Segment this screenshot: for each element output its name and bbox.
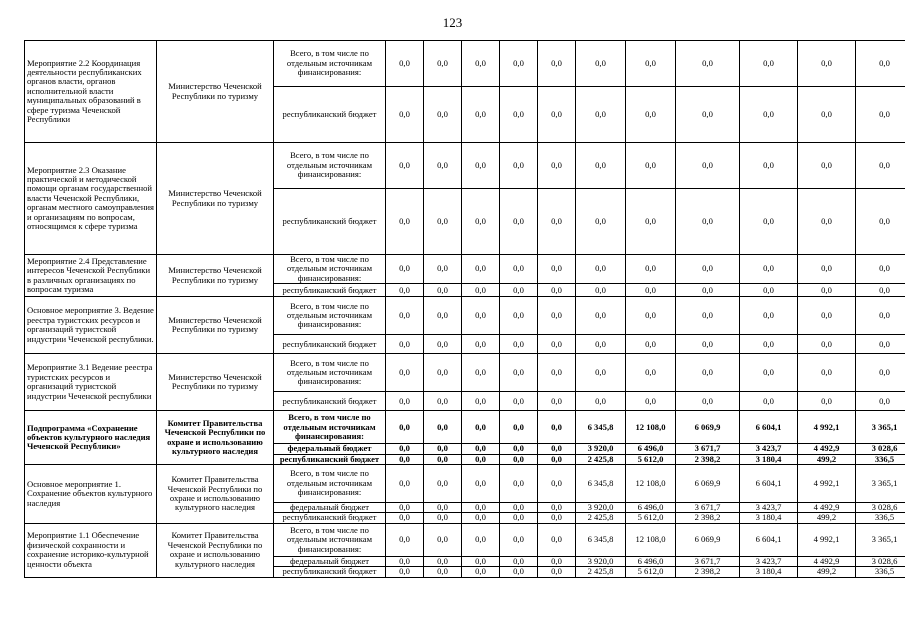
- value-cell: 6 345,8: [576, 411, 626, 444]
- funding-source-cell: Всего, в том числе по отдельным источникам финансирования:: [274, 354, 386, 392]
- value-cell: 336,5: [856, 567, 905, 577]
- funding-source-cell: республиканский бюджет: [274, 335, 386, 354]
- executor-cell: Министерство Чеченской Республики по туризму: [157, 354, 274, 411]
- value-cell: 0,0: [424, 143, 462, 189]
- value-cell: 0,0: [576, 284, 626, 297]
- value-cell: 0,0: [740, 284, 798, 297]
- value-cell: 0,0: [538, 189, 576, 255]
- value-cell: 0,0: [856, 297, 905, 335]
- value-cell: 0,0: [424, 297, 462, 335]
- value-cell: 3 423,7: [740, 444, 798, 454]
- value-cell: 0,0: [676, 41, 740, 87]
- value-cell: 0,0: [424, 189, 462, 255]
- value-cell: 0,0: [626, 284, 676, 297]
- value-cell: 3 365,1: [856, 465, 905, 503]
- value-cell: 0,0: [676, 354, 740, 392]
- value-cell: 4 492,9: [798, 556, 856, 566]
- value-cell: 0,0: [538, 143, 576, 189]
- value-cell: 0,0: [538, 444, 576, 454]
- value-cell: 2 425,8: [576, 513, 626, 523]
- value-cell: 0,0: [676, 284, 740, 297]
- value-cell: 0,0: [386, 556, 424, 566]
- value-cell: 0,0: [424, 354, 462, 392]
- value-cell: 0,0: [424, 454, 462, 464]
- funding-source-cell: Всего, в том числе по отдельным источникам финансирования:: [274, 255, 386, 284]
- value-cell: 3 671,7: [676, 503, 740, 513]
- value-cell: 0,0: [424, 523, 462, 556]
- value-cell: 0,0: [576, 255, 626, 284]
- funding-source-cell: Всего, в том числе по отдельным источникам финансирования:: [274, 523, 386, 556]
- value-cell: 6 069,9: [676, 411, 740, 444]
- value-cell: 0,0: [626, 335, 676, 354]
- value-cell: 6 604,1: [740, 465, 798, 503]
- funding-source-cell: Всего, в том числе по отдельным источникам финансирования:: [274, 297, 386, 335]
- funding-source-cell: республиканский бюджет: [274, 87, 386, 143]
- value-cell: 0,0: [500, 255, 538, 284]
- value-cell: 0,0: [740, 255, 798, 284]
- value-cell: 0,0: [798, 189, 856, 255]
- value-cell: 0,0: [386, 354, 424, 392]
- value-cell: 0,0: [798, 87, 856, 143]
- value-cell: 0,0: [676, 297, 740, 335]
- value-cell: 0,0: [576, 143, 626, 189]
- value-cell: 0,0: [386, 444, 424, 454]
- value-cell: 0,0: [500, 41, 538, 87]
- value-cell: 0,0: [538, 392, 576, 411]
- value-cell: 0,0: [676, 335, 740, 354]
- value-cell: 2 398,2: [676, 513, 740, 523]
- funding-source-cell: федеральный бюджет: [274, 503, 386, 513]
- value-cell: 0,0: [462, 503, 500, 513]
- value-cell: 0,0: [740, 87, 798, 143]
- value-cell: 0,0: [462, 465, 500, 503]
- funding-source-cell: Всего, в том числе по отдельным источникам финансирования:: [274, 411, 386, 444]
- value-cell: 5 612,0: [626, 513, 676, 523]
- value-cell: 0,0: [424, 255, 462, 284]
- value-cell: 12 108,0: [626, 523, 676, 556]
- value-cell: 0,0: [386, 87, 424, 143]
- funding-source-cell: республиканский бюджет: [274, 284, 386, 297]
- value-cell: 0,0: [500, 297, 538, 335]
- value-cell: 0,0: [856, 392, 905, 411]
- value-cell: 0,0: [740, 143, 798, 189]
- value-cell: 0,0: [538, 255, 576, 284]
- value-cell: 0,0: [798, 354, 856, 392]
- value-cell: 0,0: [626, 189, 676, 255]
- value-cell: 0,0: [386, 255, 424, 284]
- value-cell: 499,2: [798, 567, 856, 577]
- value-cell: 0,0: [538, 354, 576, 392]
- table-row: [25, 255, 905, 284]
- value-cell: 0,0: [576, 87, 626, 143]
- value-cell: 0,0: [626, 297, 676, 335]
- value-cell: 0,0: [676, 87, 740, 143]
- value-cell: 336,5: [856, 454, 905, 464]
- value-cell: 2 398,2: [676, 454, 740, 464]
- value-cell: 0,0: [676, 189, 740, 255]
- funding-source-cell: республиканский бюджет: [274, 454, 386, 464]
- value-cell: 0,0: [462, 567, 500, 577]
- value-cell: 0,0: [386, 454, 424, 464]
- value-cell: 0,0: [576, 354, 626, 392]
- value-cell: 3 180,4: [740, 454, 798, 464]
- value-cell: 0,0: [538, 454, 576, 464]
- value-cell: 0,0: [538, 411, 576, 444]
- value-cell: 0,0: [538, 567, 576, 577]
- value-cell: 0,0: [798, 297, 856, 335]
- value-cell: 0,0: [538, 297, 576, 335]
- value-cell: 0,0: [500, 392, 538, 411]
- value-cell: 0,0: [462, 335, 500, 354]
- value-cell: 0,0: [462, 523, 500, 556]
- value-cell: 0,0: [798, 392, 856, 411]
- funding-source-cell: Всего, в том числе по отдельным источникам финансирования:: [274, 41, 386, 87]
- value-cell: 0,0: [500, 556, 538, 566]
- table-row: [25, 411, 905, 444]
- value-cell: 0,0: [462, 143, 500, 189]
- value-cell: 0,0: [386, 411, 424, 444]
- value-cell: 3 920,0: [576, 444, 626, 454]
- value-cell: 0,0: [576, 335, 626, 354]
- table-row: [25, 297, 905, 335]
- value-cell: 0,0: [538, 513, 576, 523]
- value-cell: 5 612,0: [626, 567, 676, 577]
- value-cell: 499,2: [798, 454, 856, 464]
- event-name-cell: Мероприятие 1.1 Обеспечение физической сохранности и сохранение историко-культурной ценности объекта: [25, 523, 157, 577]
- financing-table: [24, 40, 905, 578]
- value-cell: 0,0: [856, 335, 905, 354]
- value-cell: 0,0: [386, 523, 424, 556]
- value-cell: 0,0: [386, 297, 424, 335]
- value-cell: 0,0: [424, 567, 462, 577]
- event-name-cell: Мероприятие 2.4 Представление интересов Чеченской Республики в различных организациях по вопросам туризма: [25, 255, 157, 297]
- value-cell: 0,0: [576, 297, 626, 335]
- value-cell: 0,0: [500, 454, 538, 464]
- value-cell: 0,0: [576, 189, 626, 255]
- value-cell: 0,0: [500, 189, 538, 255]
- value-cell: 0,0: [424, 392, 462, 411]
- funding-source-cell: федеральный бюджет: [274, 444, 386, 454]
- value-cell: 6 604,1: [740, 523, 798, 556]
- value-cell: 0,0: [500, 284, 538, 297]
- value-cell: 0,0: [626, 143, 676, 189]
- value-cell: 3 180,4: [740, 513, 798, 523]
- value-cell: 0,0: [386, 284, 424, 297]
- value-cell: 0,0: [462, 297, 500, 335]
- value-cell: 0,0: [676, 255, 740, 284]
- table-row: [25, 523, 905, 556]
- value-cell: 3 028,6: [856, 503, 905, 513]
- value-cell: 0,0: [856, 354, 905, 392]
- value-cell: 0,0: [386, 143, 424, 189]
- table-row: [25, 143, 905, 189]
- value-cell: 3 365,1: [856, 411, 905, 444]
- value-cell: 2 425,8: [576, 567, 626, 577]
- funding-source-cell: федеральный бюджет: [274, 556, 386, 566]
- value-cell: 0,0: [386, 189, 424, 255]
- value-cell: 0,0: [462, 41, 500, 87]
- value-cell: 0,0: [500, 503, 538, 513]
- value-cell: 3 671,7: [676, 556, 740, 566]
- value-cell: 3 365,1: [856, 523, 905, 556]
- value-cell: 6 496,0: [626, 503, 676, 513]
- value-cell: 0,0: [538, 335, 576, 354]
- value-cell: 2 425,8: [576, 454, 626, 464]
- value-cell: 0,0: [462, 87, 500, 143]
- value-cell: 0,0: [424, 503, 462, 513]
- value-cell: 0,0: [424, 444, 462, 454]
- value-cell: 0,0: [856, 255, 905, 284]
- event-name-cell: Подпрограмма «Сохранение объектов культурного наследия Чеченской Республики»: [25, 411, 157, 465]
- value-cell: 0,0: [740, 335, 798, 354]
- value-cell: 4 992,1: [798, 465, 856, 503]
- table-row: [25, 41, 905, 87]
- funding-source-cell: республиканский бюджет: [274, 513, 386, 523]
- value-cell: 0,0: [386, 41, 424, 87]
- value-cell: 0,0: [500, 411, 538, 444]
- value-cell: 0,0: [856, 284, 905, 297]
- executor-cell: Министерство Чеченской Республики по туризму: [157, 143, 274, 255]
- value-cell: 2 398,2: [676, 567, 740, 577]
- value-cell: 3 423,7: [740, 503, 798, 513]
- value-cell: 0,0: [538, 465, 576, 503]
- value-cell: 0,0: [500, 354, 538, 392]
- funding-source-cell: Всего, в том числе по отдельным источникам финансирования:: [274, 465, 386, 503]
- value-cell: 0,0: [538, 41, 576, 87]
- value-cell: 12 108,0: [626, 411, 676, 444]
- value-cell: 6 604,1: [740, 411, 798, 444]
- value-cell: 0,0: [676, 392, 740, 411]
- value-cell: 0,0: [856, 87, 905, 143]
- table-row: [25, 354, 905, 392]
- page-number: 123: [442, 15, 463, 30]
- value-cell: 6 496,0: [626, 444, 676, 454]
- value-cell: 4 492,9: [798, 444, 856, 454]
- value-cell: 3 028,6: [856, 556, 905, 566]
- value-cell: 0,0: [462, 284, 500, 297]
- value-cell: 6 069,9: [676, 465, 740, 503]
- value-cell: 0,0: [500, 335, 538, 354]
- value-cell: 0,0: [538, 87, 576, 143]
- value-cell: 12 108,0: [626, 465, 676, 503]
- executor-cell: Комитет Правительства Чеченской Республики по охране и использованию культурного наследия: [157, 465, 274, 524]
- value-cell: 0,0: [538, 284, 576, 297]
- executor-cell: Министерство Чеченской Республики по туризму: [157, 255, 274, 297]
- table-body: [25, 41, 905, 578]
- value-cell: 4 492,9: [798, 503, 856, 513]
- value-cell: 0,0: [424, 513, 462, 523]
- value-cell: 0,0: [424, 87, 462, 143]
- value-cell: 0,0: [740, 189, 798, 255]
- value-cell: 0,0: [500, 523, 538, 556]
- value-cell: 0,0: [462, 354, 500, 392]
- value-cell: 0,0: [626, 255, 676, 284]
- value-cell: 0,0: [740, 297, 798, 335]
- value-cell: 0,0: [386, 567, 424, 577]
- value-cell: 0,0: [676, 143, 740, 189]
- value-cell: 0,0: [740, 354, 798, 392]
- event-name-cell: Мероприятие 3.1 Ведение реестра туристских ресурсов и организаций туристской индустрии Чеченской республики: [25, 354, 157, 411]
- value-cell: 4 992,1: [798, 523, 856, 556]
- value-cell: 0,0: [538, 503, 576, 513]
- value-cell: 0,0: [386, 335, 424, 354]
- value-cell: 0,0: [500, 143, 538, 189]
- value-cell: 0,0: [462, 255, 500, 284]
- value-cell: 0,0: [424, 556, 462, 566]
- event-name-cell: Мероприятие 2.2 Координация деятельности республиканских органов власти, органов исполнительной власти муниципальных образований в сфере туризма Чеченской Республики: [25, 41, 157, 143]
- value-cell: 0,0: [500, 567, 538, 577]
- value-cell: 0,0: [798, 143, 856, 189]
- value-cell: 0,0: [798, 41, 856, 87]
- event-name-cell: Мероприятие 2.3 Оказание практической и методической помощи органам государственной власти Чеченской Республики, органам местного самоуправления и организациям по вопросам, относящимся к сфере туризма: [25, 143, 157, 255]
- executor-cell: Министерство Чеченской Республики по туризму: [157, 297, 274, 354]
- value-cell: 0,0: [500, 87, 538, 143]
- value-cell: 0,0: [462, 189, 500, 255]
- value-cell: 0,0: [740, 41, 798, 87]
- table-row: [25, 465, 905, 503]
- value-cell: 336,5: [856, 513, 905, 523]
- executor-cell: Комитет Правительства Чеченской Республики по охране и использованию культурного наследия: [157, 411, 274, 465]
- funding-source-cell: Всего, в том числе по отдельным источникам финансирования:: [274, 143, 386, 189]
- value-cell: 0,0: [424, 335, 462, 354]
- value-cell: 5 612,0: [626, 454, 676, 464]
- value-cell: 0,0: [798, 255, 856, 284]
- value-cell: 0,0: [462, 454, 500, 464]
- value-cell: 0,0: [626, 41, 676, 87]
- value-cell: 0,0: [500, 444, 538, 454]
- value-cell: 0,0: [798, 335, 856, 354]
- value-cell: 3 920,0: [576, 503, 626, 513]
- value-cell: 3 180,4: [740, 567, 798, 577]
- event-name-cell: Основное мероприятие 3. Ведение реестра туристских ресурсов и организаций туристской индустрии Чеченской республики.: [25, 297, 157, 354]
- value-cell: 0,0: [626, 392, 676, 411]
- funding-source-cell: республиканский бюджет: [274, 189, 386, 255]
- executor-cell: Министерство Чеченской Республики по туризму: [157, 41, 274, 143]
- funding-source-cell: республиканский бюджет: [274, 392, 386, 411]
- value-cell: 0,0: [626, 87, 676, 143]
- value-cell: 0,0: [538, 523, 576, 556]
- value-cell: 0,0: [576, 392, 626, 411]
- value-cell: 0,0: [740, 392, 798, 411]
- value-cell: 0,0: [424, 41, 462, 87]
- value-cell: 6 496,0: [626, 556, 676, 566]
- value-cell: 0,0: [856, 41, 905, 87]
- value-cell: 0,0: [500, 513, 538, 523]
- value-cell: 0,0: [386, 392, 424, 411]
- value-cell: 0,0: [856, 143, 905, 189]
- value-cell: 6 345,8: [576, 465, 626, 503]
- value-cell: 0,0: [424, 284, 462, 297]
- value-cell: 0,0: [462, 556, 500, 566]
- value-cell: 0,0: [424, 465, 462, 503]
- value-cell: 0,0: [462, 392, 500, 411]
- value-cell: 0,0: [386, 465, 424, 503]
- value-cell: 0,0: [500, 465, 538, 503]
- value-cell: 3 671,7: [676, 444, 740, 454]
- value-cell: 0,0: [538, 556, 576, 566]
- funding-source-cell: республиканский бюджет: [274, 567, 386, 577]
- value-cell: 0,0: [462, 411, 500, 444]
- value-cell: 0,0: [626, 354, 676, 392]
- executor-cell: Комитет Правительства Чеченской Республики по охране и использованию культурного наследия: [157, 523, 274, 577]
- value-cell: 0,0: [798, 284, 856, 297]
- value-cell: 0,0: [856, 189, 905, 255]
- value-cell: 6 069,9: [676, 523, 740, 556]
- value-cell: 3 028,6: [856, 444, 905, 454]
- value-cell: 0,0: [576, 41, 626, 87]
- event-name-cell: Основное мероприятие 1. Сохранение объектов культурного наследия: [25, 465, 157, 524]
- value-cell: 3 920,0: [576, 556, 626, 566]
- value-cell: 4 992,1: [798, 411, 856, 444]
- value-cell: 6 345,8: [576, 523, 626, 556]
- value-cell: 0,0: [462, 513, 500, 523]
- value-cell: 0,0: [386, 503, 424, 513]
- value-cell: 3 423,7: [740, 556, 798, 566]
- value-cell: 0,0: [424, 411, 462, 444]
- value-cell: 0,0: [462, 444, 500, 454]
- value-cell: 0,0: [386, 513, 424, 523]
- value-cell: 499,2: [798, 513, 856, 523]
